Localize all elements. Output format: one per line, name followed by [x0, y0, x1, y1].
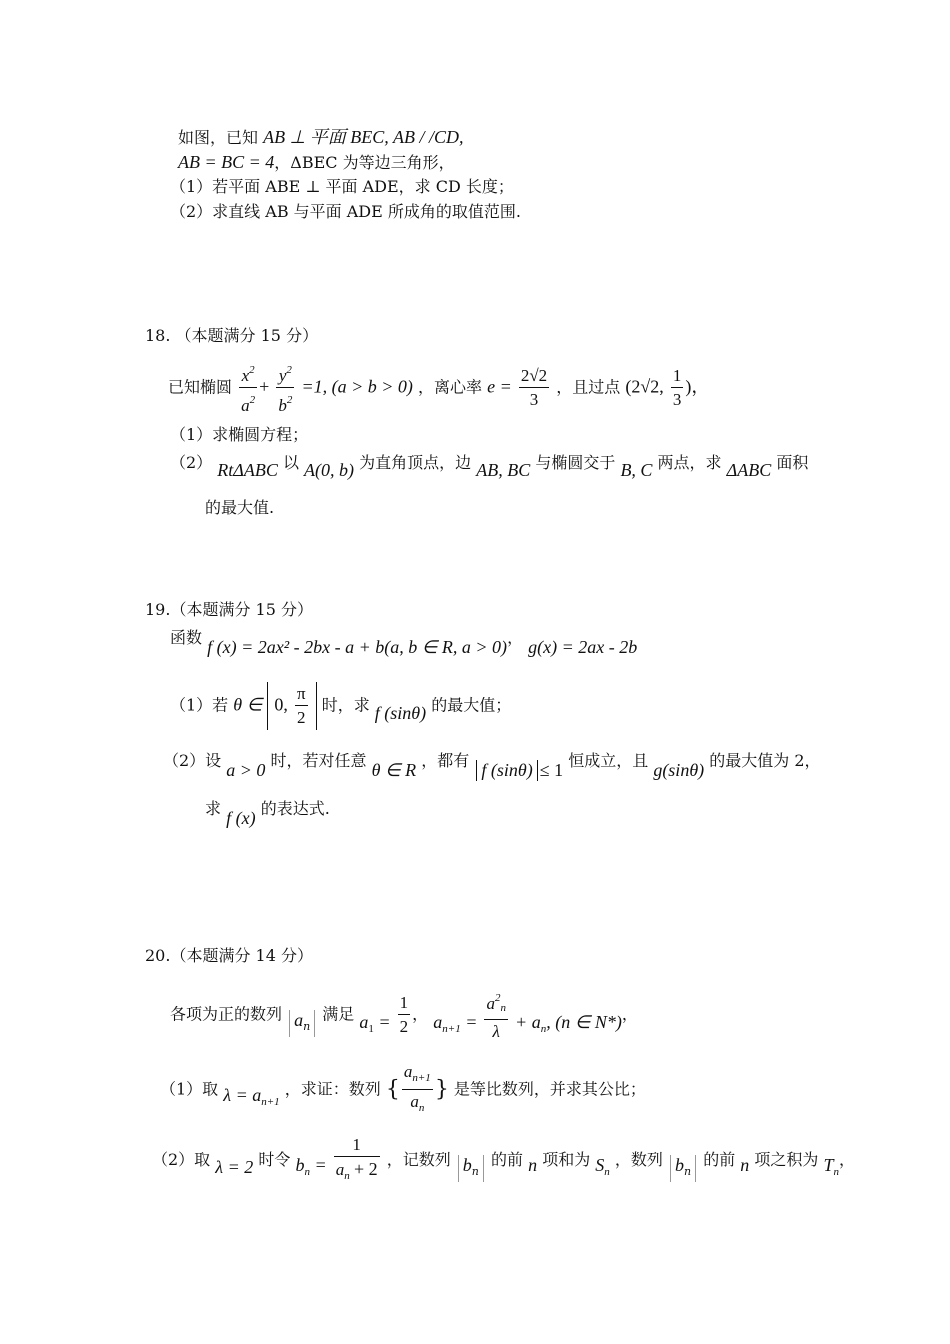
q20-part2: （2）取 λ = 2 时令 $b_n$ = $\frac{1}{a_n + 2}$ ，记数列 $b_n$ 的前 n 项和为 $S_n$ ，数列 $b_n$ 的前 n 项之积为 $T_n$， [152, 1135, 856, 1182]
q18-intro: 已知椭圆 $\frac{x^2}{a^2}$ + $\frac{y^2}{b^2}$ =1, (a > b > 0) ，离心率 e = $\frac{2√2}{3}$ ，且过点 (2√2, $\frac{1}{3}$ )， [168, 360, 709, 416]
q18-heading: 18. （本题满分 15 分） [145, 326, 319, 345]
q19-function: 函数 f (x) = 2ax² - 2bx - a + b(a, b ∈ R, a > 0)， g(x) = 2ax - 2b [170, 628, 638, 657]
q18-part1: （1）求椭圆方程； [170, 425, 309, 444]
q17-text: ，ΔBEC 为等边三角形， [274, 153, 455, 172]
q18-text: ，离心率 [417, 377, 482, 397]
q19-part2-tail: 求 f (x) 的表达式. [205, 799, 330, 828]
q18-part2-tail: 的最大值. [205, 498, 275, 517]
q17-part1: （1）若平面 ABE ⊥ 平面 ADE，求 CD 长度； [170, 177, 514, 196]
q19-part1: （1）若 θ ∈ 0, $\frac{\pi}{2}$ 时，求 f (sinθ) 的最大值； [170, 682, 511, 730]
q17-math: AB ⊥ 平面 BEC, AB / /CD, [263, 127, 464, 147]
q18-text: ，且过点 [556, 377, 621, 397]
q18-math: =1, (a > b > 0) [301, 376, 413, 397]
q17-math: AB = BC = 4 [178, 152, 275, 172]
q19-heading: 19.（本题满分 15 分） [145, 600, 313, 619]
q18-math: )， [685, 376, 710, 397]
q18-part2: （2） RtΔABC 以 A(0, b) 为直角顶点，边 AB, BC 与椭圆交于 B, C 两点，求 ΔABC 面积 [170, 453, 809, 480]
q20-part1: （1）取 $\lambda = a_{n+1}$ ，求证：数列 { $\frac{a_{n+1}}{a_n}$ } 是等比数列，并求其公比； [160, 1062, 646, 1114]
q19-part2: （2）设 a > 0 时，若对任意 θ ∈ R ，都有 f (sinθ) ≤ 1 恒成立，且 g(sinθ) 的最大值为 2， [163, 751, 821, 780]
q20-intro: 各项为正的数列 $a_n$ 满足 $a_1$ = $\frac{1}{2}$ ， $a_{n+1}$ = $\frac{a^2n}{\lambda}$ + $a_n$, (n ∈ N*)， [170, 988, 638, 1042]
q17-text: 如图，已知 [178, 128, 259, 147]
q18-math: e = [487, 376, 512, 397]
q18-text: 已知椭圆 [168, 377, 233, 397]
fraction-eccentricity: $\frac{2√2}{3}$ [520, 366, 548, 409]
q20-heading: 20.（本题满分 14 分） [145, 946, 313, 965]
fraction-one-third: $\frac{1}{3}$ [672, 366, 682, 409]
q17-line2 [178, 152, 455, 173]
fraction-y2-b2: $\frac{y^2}{b^2}$ [276, 360, 294, 416]
q17-line1 [178, 127, 463, 148]
fraction-x2-a2: $\frac{x^2}{a^2}$ [239, 360, 257, 416]
interval-bracket: 0, $\frac{\pi}{2}$ [267, 682, 316, 730]
q18-math: (2√2, [625, 376, 664, 397]
q17-part2: （2）求直线 AB 与平面 ADE 所成角的取值范围. [170, 202, 521, 221]
